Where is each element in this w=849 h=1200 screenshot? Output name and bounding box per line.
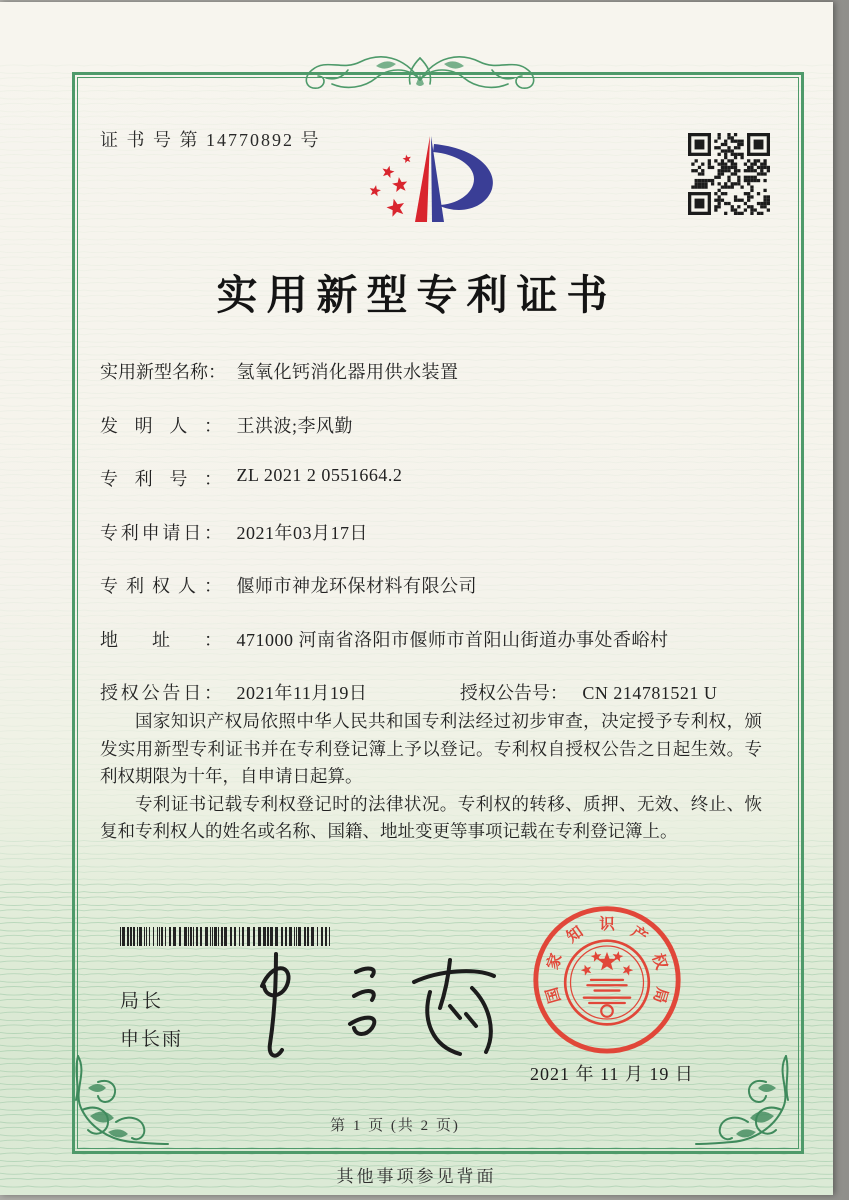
svg-text:家: 家	[544, 951, 566, 972]
field-label: 实用新型名称：	[100, 362, 226, 382]
grant-number-label: 授权公告号：	[459, 683, 568, 703]
field-value: 471000 河南省洛阳市偃师市首阳山街道办事处香峪村	[236, 629, 669, 650]
svg-text:知: 知	[563, 923, 587, 947]
certificate-number: 证 书 号 第 14770892 号	[100, 130, 321, 150]
signatory-name: 申长雨	[120, 1029, 184, 1050]
grant-date-label: 授权公告日：	[100, 683, 222, 703]
field-row-address	[100, 626, 760, 680]
seal-date: 2021 年 11 月 19 日	[530, 1064, 694, 1084]
field-value: 王洪波;李风勤	[236, 415, 354, 436]
field-value: 偃师市神龙环保材料有限公司	[236, 576, 477, 596]
field-label: 发明人：	[100, 415, 222, 436]
svg-text:国: 国	[543, 985, 565, 1005]
cnipa-logo-icon	[352, 128, 508, 232]
field-label: 专利权人：	[100, 576, 222, 596]
field-value: ZL 2021 2 0551664.2	[236, 465, 403, 485]
field-row-name	[100, 358, 760, 412]
bottom-left-corner-ornament	[60, 1052, 172, 1154]
field-value: 2021年03月17日	[236, 522, 368, 543]
svg-text:产: 产	[627, 923, 651, 947]
field-label: 地址：	[100, 629, 222, 650]
field-row-filing-date	[100, 519, 760, 573]
grant-number-value: CN 214781521 U	[582, 683, 718, 703]
grant-date-value: 2021年11月19日	[236, 683, 368, 703]
field-label: 专利申请日：	[100, 522, 222, 543]
legal-paragraph-2: 专利证书记载专利权登记时的法律状况。专利权的转移、质押、无效、终止、恢复和专利权人的姓名或名称、国籍、地址变更等事项记载在专利登记簿上。	[100, 793, 762, 841]
svg-text:局: 局	[649, 985, 671, 1005]
back-side-note: 其他事项参见背面	[336, 1167, 497, 1186]
field-row-patent-number	[100, 465, 760, 519]
signatory-title: 局长	[120, 991, 165, 1012]
legal-text-block	[100, 708, 762, 846]
certificate-fields	[100, 358, 760, 733]
field-row-inventor	[100, 412, 760, 466]
national-emblem	[565, 941, 649, 1025]
svg-text:权: 权	[648, 951, 670, 972]
legal-paragraph-1: 国家知识产权局依照中华人民共和国专利法经过初步审查，决定授予专利权，颁发实用新型专利证书并在专利登记簿上予以登记。专利权自授权公告之日起生效。专利权期限为十年，自申请日起算。	[100, 711, 762, 786]
cnipa-red-seal	[518, 898, 696, 1076]
field-value: 氢氧化钙消化器用供水装置	[236, 362, 459, 382]
certificate-page	[0, 2, 833, 1195]
qr-code	[688, 133, 770, 215]
bottom-right-corner-ornament	[692, 1052, 804, 1154]
svg-text:识: 识	[599, 916, 615, 934]
field-row-patentee	[100, 572, 760, 626]
top-border-flourish-ornament	[288, 44, 552, 100]
handwritten-signature	[218, 944, 508, 1072]
field-label: 专利号：	[100, 469, 222, 489]
certificate-title: 实用新型专利证书	[216, 272, 617, 318]
page-number: 第 1 页 (共 2 页)	[330, 1118, 460, 1134]
